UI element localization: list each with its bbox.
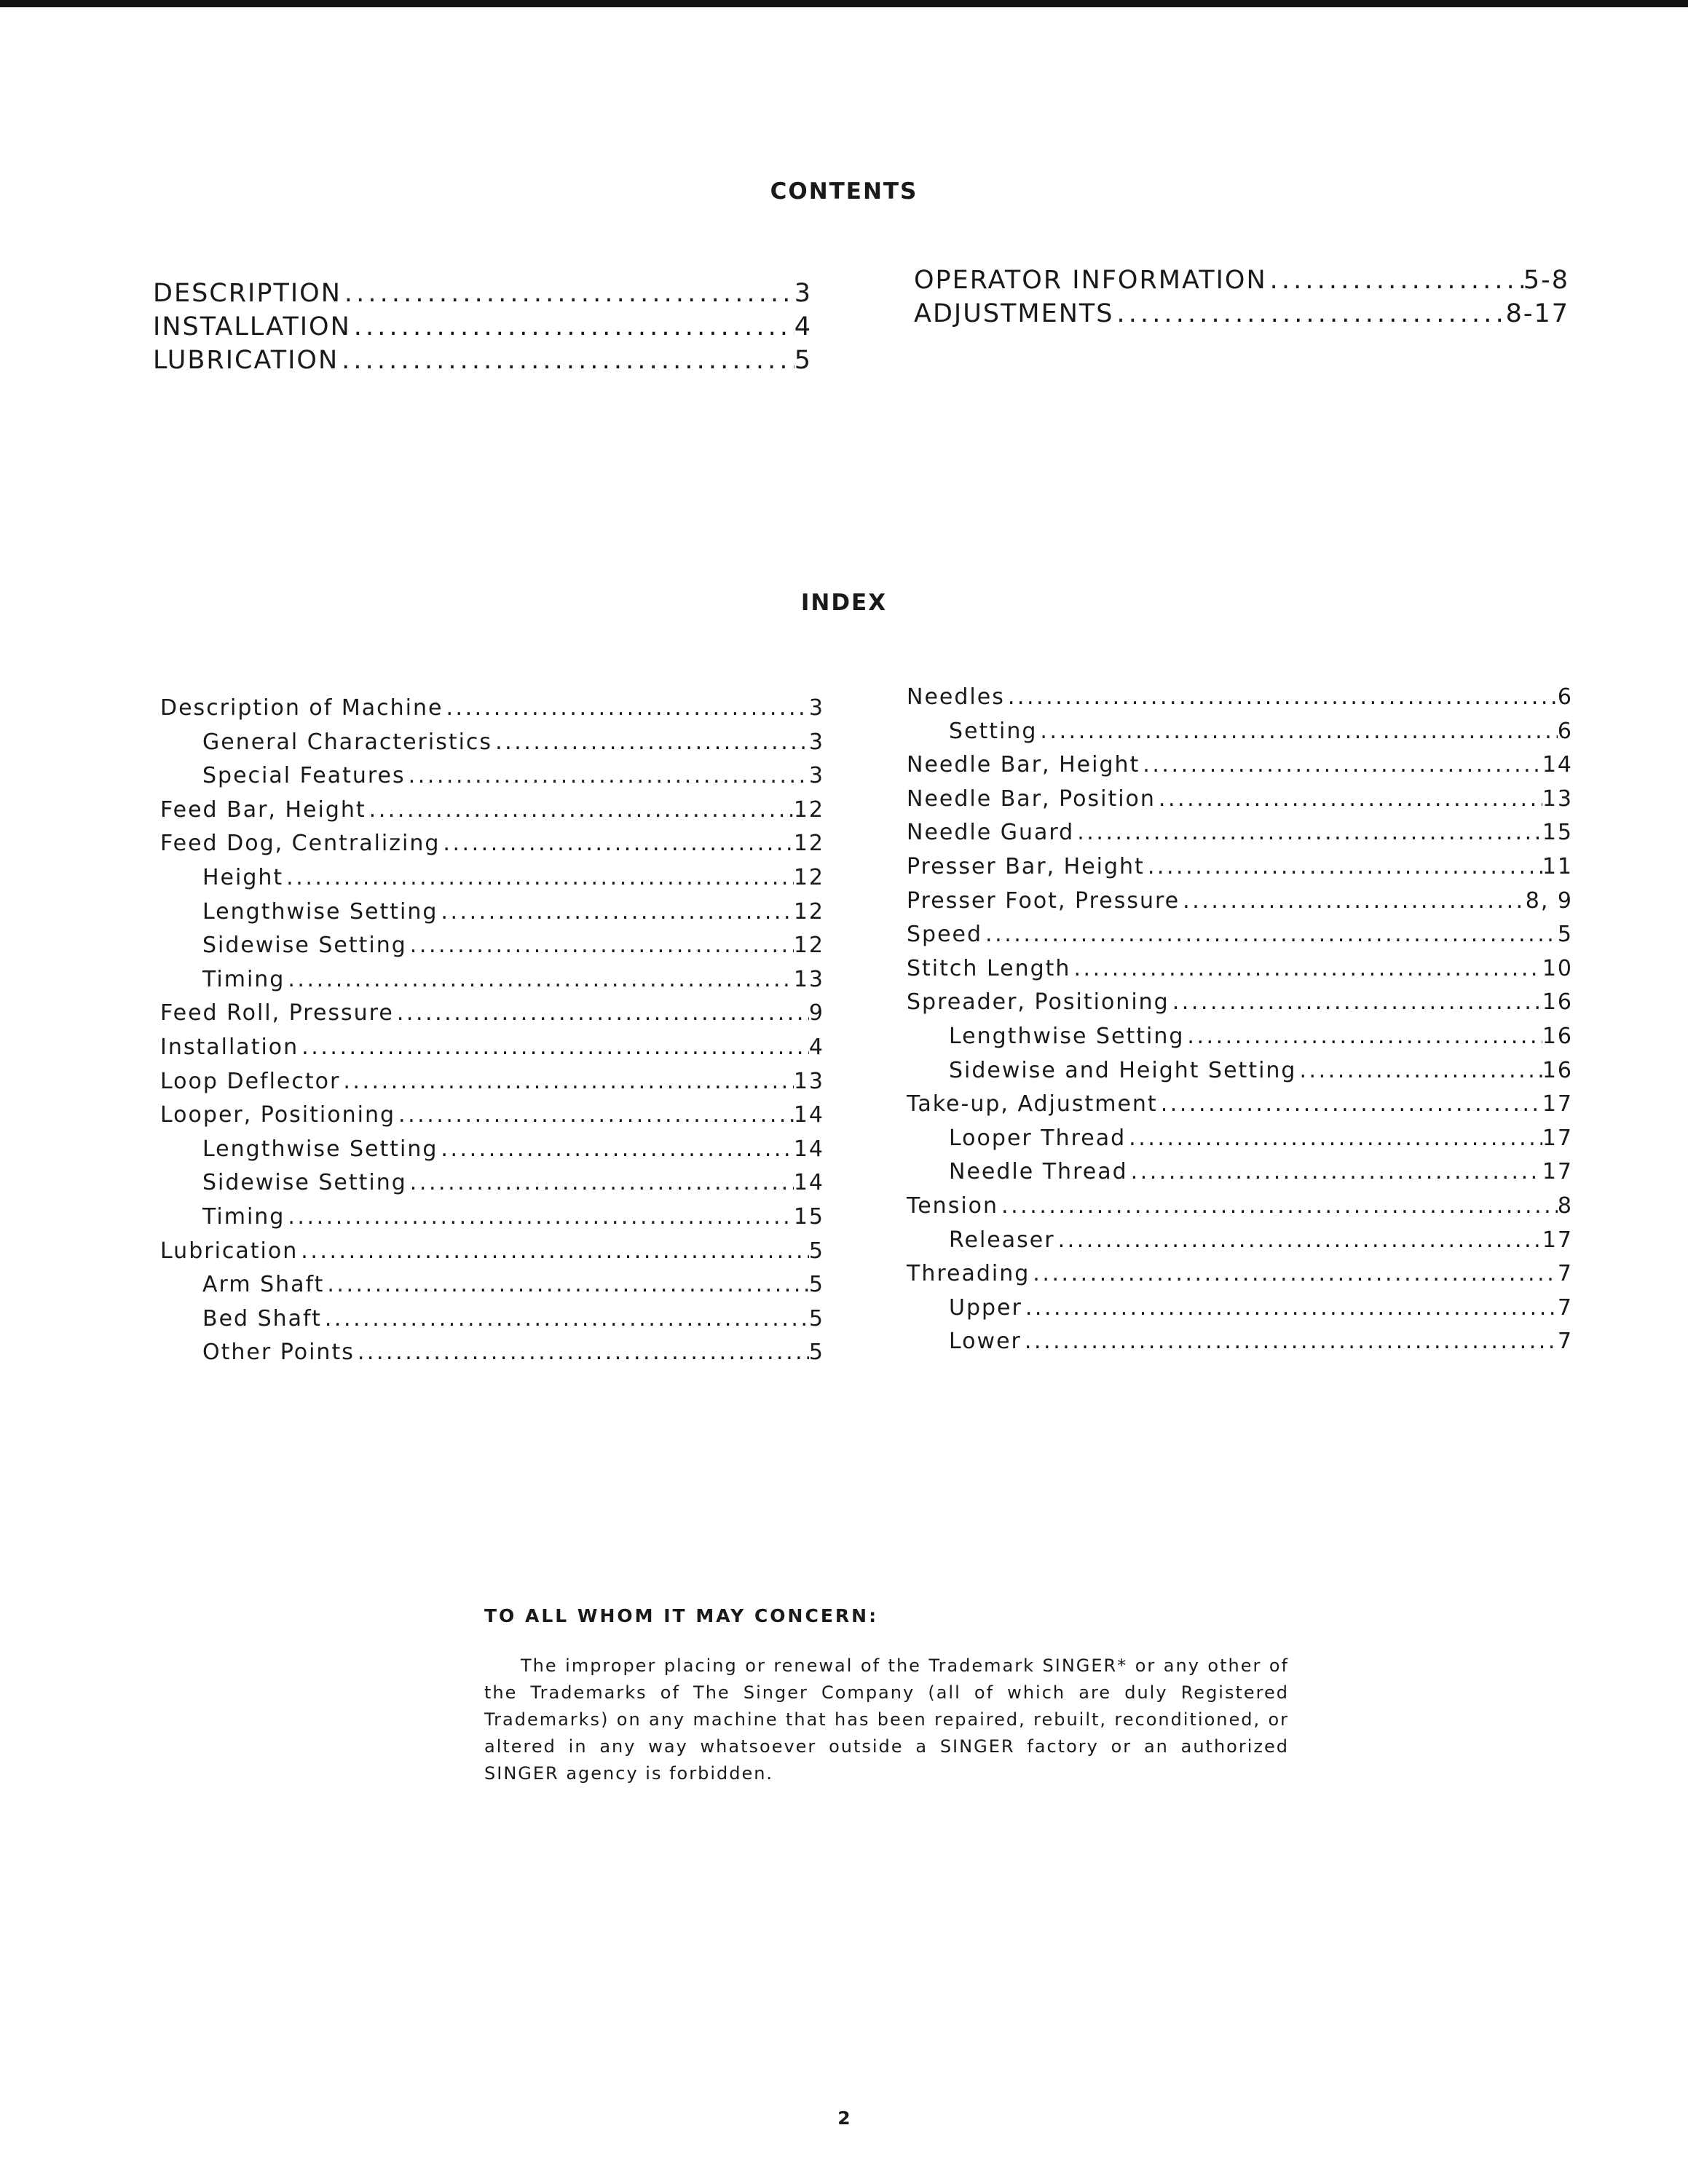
dot-leader (1005, 684, 1558, 710)
entry-page: 12 (793, 933, 824, 959)
entry-label: Looper, Positioning (160, 1102, 395, 1128)
dot-leader (1180, 888, 1526, 914)
entry-label: General Characteristics (202, 729, 493, 755)
entry-page: 8 (1557, 1192, 1573, 1219)
dot-leader (285, 1204, 793, 1230)
entry-label: Special Features (202, 763, 406, 789)
toc-entry (907, 1193, 1573, 1227)
notice-title: TO ALL WHOM IT MAY CONCERN: (484, 1605, 879, 1626)
entry-label: Speed (907, 922, 983, 948)
entry-page: 14 (793, 1102, 824, 1128)
entry-label: Other Points (202, 1340, 355, 1366)
entry-label: OPERATOR INFORMATION (914, 266, 1267, 295)
toc-entry (907, 956, 1573, 990)
entry-label: Bed Shaft (202, 1305, 322, 1332)
toc-entry (907, 1227, 1573, 1262)
dot-leader (1184, 1024, 1542, 1049)
entry-page: 3 (808, 695, 824, 721)
entry-page: 12 (793, 831, 824, 857)
entry-page: 12 (793, 796, 824, 823)
dot-leader (1145, 854, 1542, 879)
dot-leader (998, 1193, 1558, 1219)
toc-entry (160, 933, 824, 967)
toc-entry (907, 820, 1573, 854)
entry-label: Arm Shaft (202, 1272, 325, 1298)
entry-label: Timing (202, 1203, 285, 1230)
entry-page: 3 (808, 763, 824, 789)
entry-page: 5 (808, 1272, 824, 1298)
toc-entry (907, 1295, 1573, 1329)
dot-leader (299, 1034, 809, 1060)
dot-leader (285, 967, 793, 992)
toc-entry (907, 1091, 1573, 1125)
toc-entry (160, 899, 824, 933)
dot-leader (443, 695, 808, 721)
entry-label: INSTALLATION (153, 312, 351, 341)
entry-page: 7 (1557, 1329, 1573, 1355)
toc-entry (160, 1238, 824, 1273)
entry-label: LUBRICATION (153, 346, 339, 375)
entry-page: 7 (1557, 1261, 1573, 1287)
dot-leader (1022, 1329, 1558, 1354)
entry-page: 5-8 (1523, 266, 1569, 295)
toc-entry (160, 1069, 824, 1103)
entry-label: ADJUSTMENTS (914, 299, 1114, 328)
dot-leader (407, 933, 794, 958)
toc-entry (153, 346, 812, 379)
dot-leader (438, 1136, 793, 1162)
toc-entry (160, 1306, 824, 1340)
dot-leader (366, 797, 794, 823)
entry-label: Threading (907, 1261, 1030, 1287)
toc-entry (914, 266, 1569, 299)
entry-page: 14 (793, 1136, 824, 1162)
dot-leader (1126, 1125, 1542, 1151)
entry-page: 14 (1542, 752, 1573, 778)
entry-label: Take-up, Adjustment (907, 1091, 1158, 1117)
toc-entry (907, 989, 1573, 1024)
entry-page: 16 (1542, 989, 1573, 1016)
dot-leader (1156, 786, 1542, 812)
dot-leader (1140, 752, 1542, 778)
entry-label: Stitch Length (907, 955, 1071, 981)
entry-label: Spreader, Positioning (907, 989, 1170, 1016)
entry-page: 12 (793, 898, 824, 925)
entry-page: 15 (793, 1203, 824, 1230)
toc-entry (160, 763, 824, 797)
toc-entry (160, 1136, 824, 1171)
entry-page: 17 (1542, 1091, 1573, 1117)
entry-page: 15 (1542, 820, 1573, 846)
toc-entry (160, 967, 824, 1001)
toc-entry (907, 1261, 1573, 1295)
entry-label: Needle Thread (949, 1159, 1128, 1185)
entry-label: Lower (949, 1329, 1022, 1355)
toc-entry (907, 786, 1573, 820)
dot-leader (1070, 956, 1542, 981)
toc-entry (160, 865, 824, 899)
dot-leader (1170, 989, 1542, 1015)
entry-page: 4 (794, 312, 812, 341)
toc-entry (907, 1125, 1573, 1160)
toc-entry (153, 312, 812, 346)
entry-page: 14 (793, 1170, 824, 1196)
entry-page: 13 (793, 966, 824, 992)
toc-entry (160, 1000, 824, 1034)
contents-right-column (914, 266, 1569, 333)
entry-label: Timing (202, 966, 285, 992)
entry-page: 13 (793, 1068, 824, 1094)
toc-entry (160, 1170, 824, 1204)
entry-label: Sidewise Setting (202, 933, 407, 959)
dot-leader (438, 899, 793, 925)
entry-page: 5 (808, 1238, 824, 1264)
entry-label: Lengthwise Setting (202, 1136, 438, 1162)
dot-leader (1022, 1295, 1558, 1321)
entry-label: Needles (907, 684, 1005, 710)
toc-entry (907, 1058, 1573, 1092)
entry-page: 8-17 (1505, 299, 1569, 328)
entry-page: 5 (1557, 922, 1573, 948)
dot-leader (395, 1102, 794, 1128)
dot-leader (492, 729, 809, 755)
toc-entry (907, 922, 1573, 956)
dot-leader (355, 1340, 809, 1365)
contents-left-column (153, 279, 812, 379)
dot-leader (283, 865, 794, 890)
entry-page: 5 (794, 346, 812, 375)
entry-page: 17 (1542, 1125, 1573, 1151)
entry-page: 16 (1542, 1023, 1573, 1049)
entry-label: Tension (907, 1192, 999, 1219)
entry-label: Lengthwise Setting (202, 898, 438, 925)
dot-leader (407, 1170, 794, 1195)
index-right-column (907, 684, 1573, 1363)
entry-page: 17 (1542, 1159, 1573, 1185)
entry-label: Loop Deflector (160, 1068, 341, 1094)
dot-leader (1158, 1091, 1542, 1117)
dot-leader (440, 831, 793, 856)
toc-entry (914, 299, 1569, 333)
entry-page: 3 (808, 729, 824, 755)
entry-page: 17 (1542, 1227, 1573, 1253)
entry-label: Lengthwise Setting (949, 1023, 1185, 1049)
dot-leader (406, 763, 809, 788)
entry-label: Presser Bar, Height (907, 853, 1145, 879)
entry-page: 7 (1557, 1294, 1573, 1321)
entry-page: 13 (1542, 786, 1573, 812)
dot-leader (1267, 266, 1523, 295)
dot-leader (324, 1272, 809, 1297)
dot-leader (322, 1306, 809, 1332)
entry-page: 6 (1557, 718, 1573, 744)
entry-label: Needle Bar, Position (907, 786, 1156, 812)
toc-entry (160, 831, 824, 865)
entry-page: 8, 9 (1525, 887, 1573, 914)
dot-leader (982, 922, 1558, 947)
dot-leader (1296, 1058, 1542, 1083)
page-number: 2 (837, 2108, 851, 2129)
toc-entry (907, 1024, 1573, 1058)
dot-leader (394, 1000, 809, 1026)
toc-entry (907, 1159, 1573, 1193)
toc-entry (160, 1340, 824, 1374)
entry-label: Needle Guard (907, 820, 1075, 846)
entry-page: 5 (808, 1340, 824, 1366)
toc-entry (160, 695, 824, 729)
entry-page: 9 (808, 1000, 824, 1026)
entry-label: Feed Dog, Centralizing (160, 831, 441, 857)
entry-label: DESCRIPTION (153, 279, 342, 308)
toc-entry (160, 729, 824, 764)
toc-entry (907, 888, 1573, 922)
toc-entry (160, 1272, 824, 1306)
entry-page: 6 (1557, 684, 1573, 710)
entry-label: Presser Foot, Pressure (907, 887, 1180, 914)
entry-label: Looper Thread (949, 1125, 1127, 1151)
contents-heading: CONTENTS (770, 178, 918, 205)
toc-entry (160, 1204, 824, 1238)
index-heading: INDEX (800, 590, 888, 616)
entry-label: Feed Roll, Pressure (160, 1000, 394, 1026)
toc-entry (907, 854, 1573, 888)
entry-label: Upper (949, 1294, 1022, 1321)
dot-leader (342, 279, 794, 308)
dot-leader (1114, 299, 1506, 328)
scan-top-edge (0, 0, 1688, 7)
dot-leader (339, 346, 794, 375)
entry-label: Needle Bar, Height (907, 752, 1140, 778)
toc-entry (160, 1102, 824, 1136)
dot-leader (1055, 1227, 1542, 1253)
entry-label: Sidewise Setting (202, 1170, 407, 1196)
index-left-column (160, 695, 824, 1374)
entry-page: 5 (808, 1305, 824, 1332)
dot-leader (351, 312, 794, 341)
dot-leader (1128, 1159, 1542, 1184)
entry-page: 4 (808, 1034, 824, 1060)
toc-entry (160, 1034, 824, 1069)
entry-label: Sidewise and Height Setting (949, 1057, 1297, 1083)
entry-label: Installation (160, 1034, 299, 1060)
entry-page: 10 (1542, 955, 1573, 981)
entry-label: Setting (949, 718, 1038, 744)
entry-label: Lubrication (160, 1238, 299, 1264)
dot-leader (1030, 1261, 1558, 1286)
entry-label: Description of Machine (160, 695, 443, 721)
entry-label: Height (202, 864, 284, 890)
dot-leader (1037, 719, 1557, 744)
entry-label: Feed Bar, Height (160, 796, 366, 823)
entry-label: Releaser (949, 1227, 1055, 1253)
dot-leader (1074, 820, 1542, 845)
dot-leader (340, 1069, 793, 1094)
dot-leader (298, 1238, 809, 1264)
toc-entry (907, 719, 1573, 753)
toc-entry (907, 752, 1573, 786)
entry-page: 12 (793, 864, 824, 890)
entry-page: 11 (1542, 853, 1573, 879)
toc-entry (907, 684, 1573, 719)
toc-entry (907, 1329, 1573, 1363)
entry-page: 3 (794, 279, 812, 308)
notice-body: The improper placing or renewal of the Trademark SINGER* or any other of the Trademarks of The Singer Company (all of which are duly Registered Trademarks) on any machine that has been repaired, rebuilt, reconditioned, or altered in any way whatsoever outside a SINGER factory or an authorized SINGER agency is forbidden. (484, 1655, 1289, 1784)
toc-entry (160, 797, 824, 831)
entry-page: 16 (1542, 1057, 1573, 1083)
toc-entry (153, 279, 812, 312)
